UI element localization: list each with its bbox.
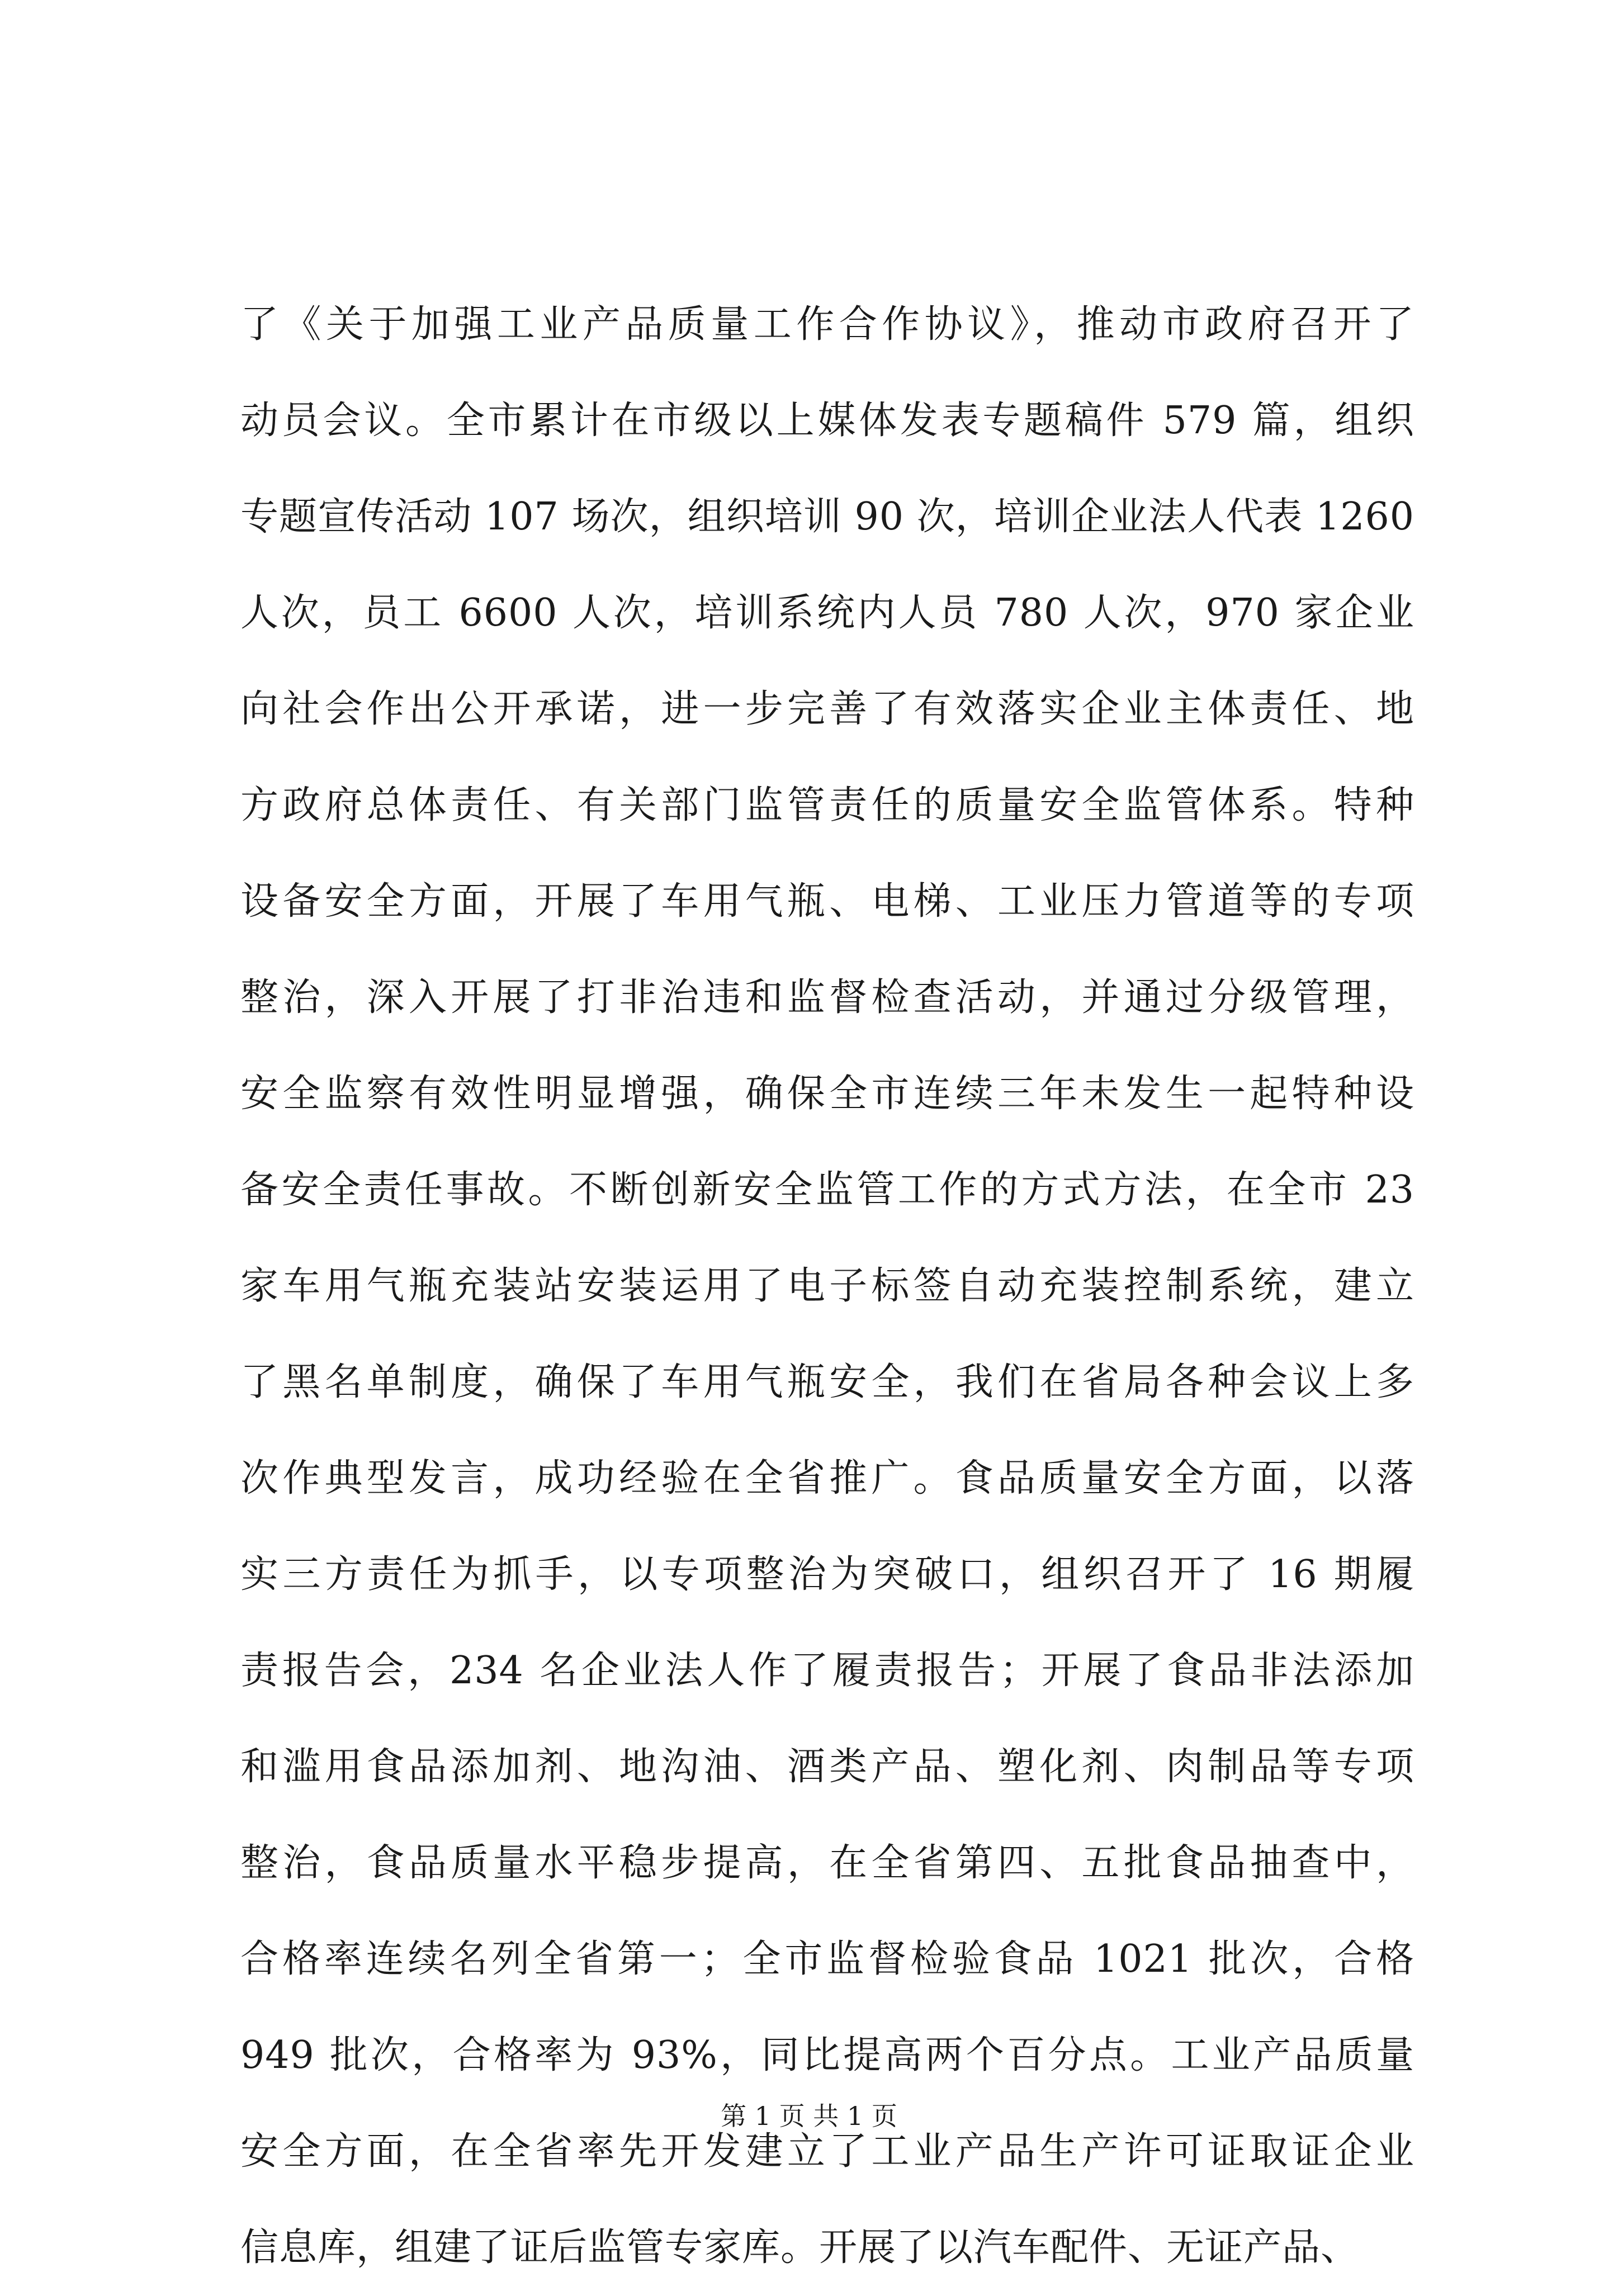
text-line: 人次，员工 6600 人次，培训系统内人员 780 人次，970 家企业	[240, 591, 1414, 635]
text-line: 责报告会，234 名企业法人作了履责报告；开展了食品非法添加	[240, 1649, 1414, 1693]
text-line: 备安全责任事故。不断创新安全监管工作的方式方法，在全市 23	[240, 1168, 1414, 1212]
text-line: 向社会作出公开承诺，进一步完善了有效落实企业主体责任、地	[240, 687, 1414, 731]
text-line: 信息库，组建了证后监管专家库。开展了以汽车配件、无证产品、	[240, 2226, 1360, 2270]
text-line: 方政府总体责任、有关部门监管责任的质量安全监管体系。特种	[240, 783, 1414, 827]
body-paragraph	[240, 277, 1414, 2296]
text-line: 安全监察有效性明显增强，确保全市连续三年未发生一起特种设	[240, 1072, 1414, 1116]
text-line: 动员会议。全市累计在市级以上媒体发表专题稿件 579 篇，组织	[240, 399, 1414, 443]
text-line: 949 批次，合格率为 93%，同比提高两个百分点。工业产品质量	[240, 2033, 1414, 2077]
text-line: 实三方责任为抓手，以专项整治为突破口，组织召开了 16 期履	[240, 1552, 1414, 1597]
text-line: 整治，深入开展了打非治违和监督检查活动，并通过分级管理，	[240, 976, 1414, 1020]
text-line: 安全方面，在全省率先开发建立了工业产品生产许可证取证企业	[240, 2129, 1414, 2174]
text-line: 次作典型发言，成功经验在全省推广。食品质量安全方面，以落	[240, 1456, 1414, 1500]
text-line: 了《关于加强工业产品质量工作合作协议》，推动市政府召开了	[240, 302, 1414, 347]
page-footer: 第 1 页 共 1 页	[721, 2101, 897, 2131]
text-line: 设备安全方面，开展了车用气瓶、电梯、工业压力管道等的专项	[240, 879, 1414, 924]
text-line: 家车用气瓶充装站安装运用了电子标签自动充装控制系统，建立	[240, 1264, 1414, 1308]
text-line: 整治，食品质量水平稳步提高，在全省第四、五批食品抽查中，	[240, 1841, 1414, 1885]
text-line: 了黑名单制度，确保了车用气瓶安全，我们在省局各种会议上多	[240, 1360, 1414, 1404]
text-line: 和滥用食品添加剂、地沟油、酒类产品、塑化剂、肉制品等专项	[240, 1745, 1414, 1789]
text-line: 专题宣传活动 107 场次，组织培训 90 次，培训企业法人代表 1260	[240, 495, 1414, 539]
text-line: 合格率连续名列全省第一；全市监督检验食品 1021 批次，合格	[240, 1937, 1414, 1981]
